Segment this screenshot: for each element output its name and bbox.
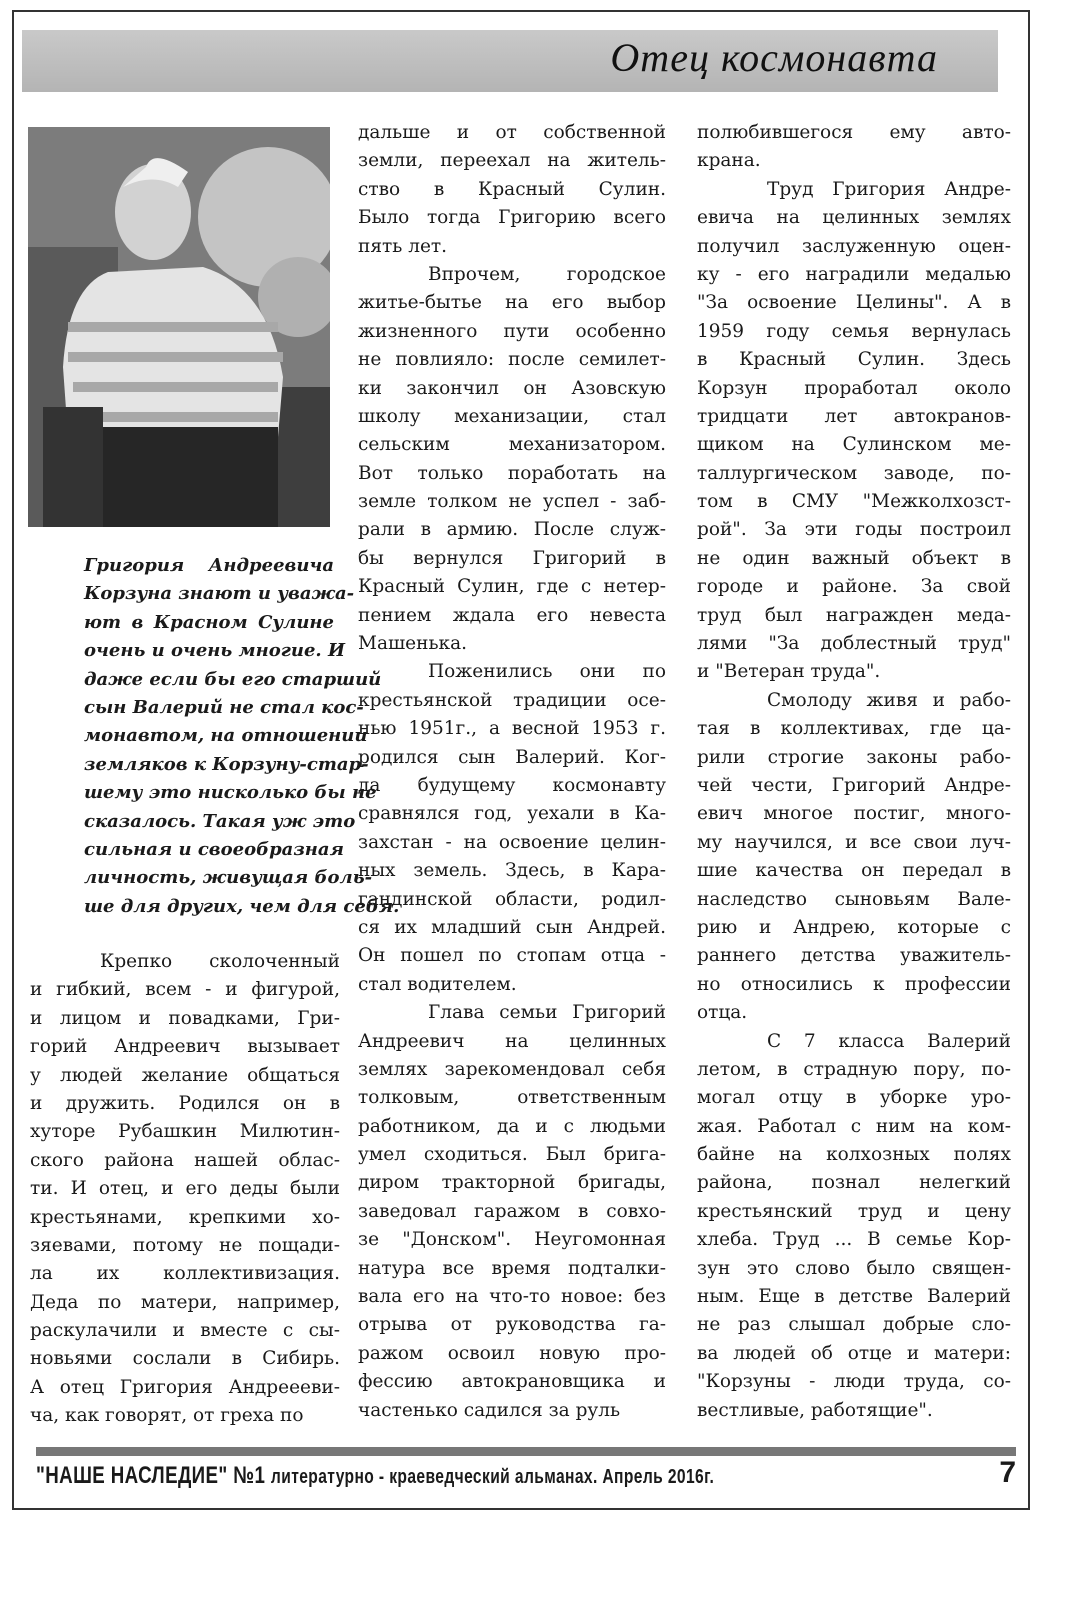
- text-line: Впрочем, городское: [428, 263, 666, 285]
- text-line: Машенька.: [358, 633, 467, 655]
- text-line: Андреевич на целинных: [358, 1030, 666, 1052]
- text-line: ва людей об отце и матери:: [697, 1342, 1011, 1364]
- text-line: пять лет.: [358, 235, 448, 257]
- column-2: [358, 119, 666, 1425]
- text-line: ют в Красном Сулине: [84, 611, 334, 633]
- paragraph: [358, 119, 666, 261]
- text-line: в Красный Сулин. Здесь: [697, 349, 1011, 371]
- text-line: земле толком не успел - заб-: [358, 491, 666, 513]
- text-line: да будущему космонавту: [358, 774, 666, 796]
- text-line: монавтом, на отношении: [84, 725, 368, 747]
- text-line: земляков к Корзуну-стар-: [84, 753, 369, 775]
- text-line: Поженились они по: [428, 661, 666, 683]
- text-line: рой". За эти годы построил: [697, 519, 1011, 541]
- text-line: очень и очень многие. И: [84, 640, 345, 662]
- text-line: ти. И отец, и его деды были: [30, 1178, 340, 1200]
- text-line: и лицом и повадками, Гри-: [30, 1007, 340, 1029]
- text-line: ки закончил он Азовскую: [358, 377, 666, 399]
- paragraph: [358, 261, 666, 658]
- text-line: Смолоду живя и рабо-: [767, 689, 1011, 711]
- text-line: работником, да и с людьми: [358, 1115, 666, 1137]
- header-bar: [22, 30, 998, 92]
- text-line: получил заслуженную оцен-: [697, 235, 1011, 257]
- text-line: щиком на Сулинском ме-: [697, 434, 1011, 456]
- text-line: 1959 году семья вернулась: [697, 320, 1011, 342]
- footer-text: [36, 1462, 714, 1490]
- paragraph: [358, 658, 666, 999]
- text-line: лями "За доблестный труд": [697, 633, 1011, 655]
- text-line: Корзуна знают и уважа-: [84, 583, 355, 605]
- text-line: горий Андреевич вызывает: [30, 1036, 340, 1058]
- text-line: частенько садился за руль: [358, 1399, 621, 1421]
- text-line: тая в коллективах, где ца-: [697, 718, 1011, 740]
- text-line: ского района нашей облас-: [30, 1149, 340, 1171]
- text-line: хуторе Рубашкин Милютин-: [30, 1121, 340, 1143]
- text-line: ся их младший сын Андрей.: [358, 916, 666, 938]
- text-line: Было тогда Григорию всего: [358, 207, 666, 229]
- text-line: школу механизации, стал: [358, 405, 666, 427]
- text-line: полюбившегося ему авто-: [697, 122, 1011, 143]
- text-line: крестьянский труд и цену: [697, 1200, 1011, 1222]
- text-line: С 7 класса Валерий: [767, 1030, 1011, 1052]
- text-line: новьями сослали в Сибирь.: [30, 1348, 340, 1370]
- text-line: рию и Андрею, которые с: [697, 916, 1011, 938]
- paragraph: [697, 119, 1011, 176]
- text-line: бы вернулся Григорий в: [358, 547, 666, 569]
- text-line: захстан - на освоение целин-: [358, 831, 666, 853]
- text-line: района, познал нелегкий: [697, 1172, 1011, 1194]
- text-line: фессию автокрановщика и: [358, 1371, 666, 1393]
- text-line: летом, в страдную пору, по-: [697, 1058, 1011, 1080]
- text-line: ла их коллективизация.: [30, 1263, 340, 1285]
- text-line: сильная и своеобразная: [84, 838, 344, 860]
- text-line: но относились к профессии: [697, 973, 1011, 995]
- text-line: стал водителем.: [358, 973, 517, 995]
- text-line: ше для других, чем для себя.: [84, 895, 400, 917]
- text-line: таллургическом заводе, по-: [697, 462, 1011, 484]
- text-line: крестьянами, крепкими хо-: [30, 1206, 340, 1228]
- text-line: раннего детства уважитель-: [697, 945, 1011, 967]
- text-line: хлеба. Труд ... В семье Кор-: [697, 1229, 1011, 1251]
- paragraph: [358, 999, 666, 1425]
- text-line: сын Валерий не стал кос-: [84, 696, 364, 718]
- text-line: ным. Еще в детстве Валерий: [697, 1286, 1011, 1308]
- text-line: не повлияло: после семилет-: [358, 349, 666, 371]
- text-line: пением ждала его невеста: [358, 604, 666, 626]
- text-line: рали в армию. После служ-: [358, 519, 666, 541]
- text-line: жая. Работал с ним на ком-: [697, 1115, 1011, 1137]
- page-number: 7: [999, 1456, 1016, 1489]
- paragraph: [697, 687, 1011, 1028]
- text-line: сказалось. Такая уж это: [84, 810, 356, 832]
- text-line: крестьянской традиции осе-: [358, 689, 666, 711]
- text-line: зяевами, потому не пощади-: [30, 1234, 340, 1256]
- column-1: [30, 948, 340, 1431]
- text-line: крана.: [697, 150, 761, 172]
- text-line: шему это нисколько бы не: [84, 782, 377, 804]
- text-line: ство в Красный Сулин.: [358, 178, 666, 200]
- text-line: евича на целинных землях: [697, 207, 1011, 229]
- text-line: у людей желание общаться: [30, 1064, 340, 1086]
- text-line: Крепко сколоченный: [100, 951, 340, 972]
- text-line: "Корзуны - люди труда, со-: [697, 1371, 1011, 1393]
- text-line: не один важный объект в: [697, 547, 1011, 569]
- text-line: шие качества он передал в: [697, 860, 1011, 882]
- publication-name: "НАШЕ НАСЛЕДИЕ" №1: [36, 1462, 266, 1489]
- text-line: ражом освоил новую про-: [358, 1342, 666, 1364]
- text-line: сельским механизатором.: [358, 434, 666, 456]
- column-3: [697, 119, 1011, 1425]
- text-line: Он пошел по стопам отца -: [358, 945, 666, 967]
- paragraph: [84, 552, 400, 921]
- text-line: отца.: [697, 1002, 748, 1024]
- text-line: не раз слышал добрые сло-: [697, 1314, 1011, 1336]
- text-line: диром тракторной бригады,: [358, 1172, 666, 1194]
- text-line: родился сын Валерий. Ког-: [358, 746, 666, 768]
- text-line: гандинской области, родил-: [358, 888, 666, 910]
- text-line: вала его на что-то новое: без: [358, 1286, 666, 1308]
- text-line: зе "Донском". Неугомонная: [358, 1229, 666, 1251]
- text-line: тридцати лет автокранов-: [697, 405, 1011, 427]
- footer-divider: [36, 1447, 1016, 1456]
- text-line: Глава семьи Григорий: [428, 1002, 666, 1024]
- text-line: заведовал гаражом в совхо-: [358, 1200, 666, 1222]
- text-line: земли, переехал на житель-: [358, 150, 666, 172]
- text-line: Деда по матери, например,: [30, 1291, 340, 1313]
- text-line: труд был награжден меда-: [697, 604, 1011, 626]
- text-line: Труд Григория Андре-: [767, 178, 1011, 200]
- text-line: Григория Андреевича: [84, 555, 334, 576]
- paragraph: [697, 1028, 1011, 1425]
- text-line: му научился, и все свои луч-: [697, 831, 1011, 853]
- text-line: дальше и от собственной: [358, 122, 666, 143]
- text-line: том в СМУ "Межколхозст-: [697, 491, 1011, 513]
- publication-subtitle: литературно - краеведческий альманах. Апрель 2016г.: [270, 1466, 715, 1488]
- portrait-photo: [28, 127, 330, 527]
- text-line: байне на колхозных полях: [697, 1144, 1011, 1166]
- text-line: толковым, ответственным: [358, 1087, 666, 1109]
- text-line: чей чести, Григорий Андре-: [697, 774, 1011, 796]
- text-line: сравнялся год, уехали в Ка-: [358, 803, 666, 825]
- text-line: личность, живущая боль-: [84, 867, 373, 889]
- photo-caption: [84, 552, 400, 921]
- paragraph: [697, 176, 1011, 687]
- text-line: жизненного пути особенно: [358, 320, 666, 342]
- text-line: ча, как говорят, от греха по: [30, 1405, 304, 1427]
- text-line: натура все время подталки-: [358, 1257, 666, 1279]
- text-line: "За освоение Целины". А в: [697, 292, 1011, 314]
- text-line: землях зарекомендовал себя: [358, 1058, 666, 1080]
- paragraph: [30, 948, 340, 1431]
- text-line: и гибкий, всем - и фигурой,: [30, 979, 340, 1001]
- text-line: рили строгие законы рабо-: [697, 746, 1011, 768]
- text-line: отрыва от руководства га-: [358, 1314, 666, 1336]
- text-line: Вот только поработать на: [358, 462, 666, 484]
- text-line: даже если бы его старший: [84, 668, 382, 690]
- text-line: Корзун проработал около: [697, 377, 1011, 399]
- text-line: могал отцу в уборке уро-: [697, 1087, 1011, 1109]
- text-line: Красный Сулин, где с нетер-: [358, 576, 666, 598]
- text-line: и "Ветеран труда".: [697, 661, 881, 683]
- text-line: наследство сыновьям Вале-: [697, 888, 1011, 910]
- text-line: А отец Григория Андреееви-: [30, 1376, 340, 1398]
- text-line: зун это слово было священ-: [697, 1257, 1011, 1279]
- text-line: раскулачили и вместе с сы-: [30, 1320, 340, 1342]
- text-line: умел сходиться. Был брига-: [358, 1144, 666, 1166]
- text-line: нью 1951г., а весной 1953 г.: [358, 718, 666, 740]
- text-line: евич многое постиг, много-: [697, 803, 1011, 825]
- text-line: городе и районе. За свой: [697, 576, 1011, 598]
- text-line: ных земель. Здесь, в Кара-: [358, 860, 666, 882]
- text-line: ку - его наградили медалью: [697, 263, 1011, 285]
- text-line: вестливые, работящие".: [697, 1399, 933, 1421]
- text-line: и дружить. Родился он в: [30, 1092, 340, 1114]
- article-title: Отец космонавта: [610, 35, 938, 80]
- text-line: житье-бытье на его выбор: [358, 292, 666, 314]
